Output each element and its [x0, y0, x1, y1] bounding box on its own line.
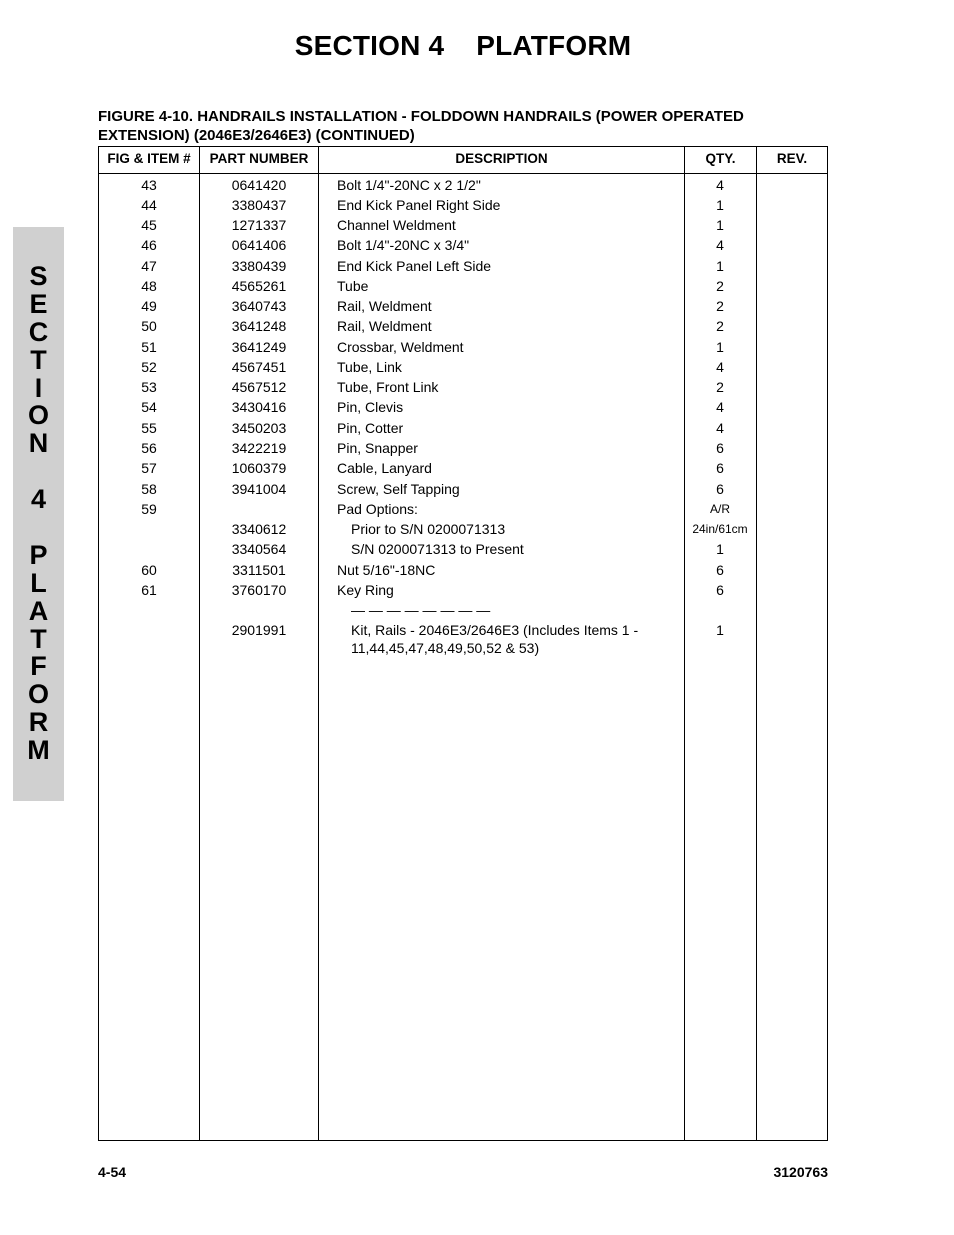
row-part-number: 3380439: [231, 258, 287, 274]
row-part-number: 3430416: [231, 399, 287, 415]
side-tab-letter: F: [30, 651, 47, 682]
row-description: Channel Weldment: [337, 217, 456, 233]
side-tab-letter: E: [29, 288, 48, 319]
side-tab-letter: N: [28, 428, 49, 459]
row-description: Rail, Weldment: [337, 318, 432, 334]
row-part-number: 0641406: [231, 237, 287, 253]
row-quantity: 6: [716, 562, 724, 578]
row-item-number: 55: [141, 420, 157, 436]
header-fig-item: FIG & ITEM #: [107, 151, 191, 166]
side-tab-letter: P: [29, 539, 48, 570]
figure-title: FIGURE 4-10. HANDRAILS INSTALLATION - FOLDDOWN HANDRAILS (POWER OPERATED EXTENSION) (2046E3/2646E3) (CONTINUED): [98, 108, 744, 144]
row-description: Tube: [337, 278, 369, 294]
side-tab-letter: T: [30, 344, 47, 375]
row-item-number: 43: [141, 177, 157, 193]
side-tab-letter: O: [27, 679, 49, 710]
row-part-number: 3640743: [231, 298, 287, 314]
row-part-number: 3380437: [231, 197, 287, 213]
row-description: Kit, Rails - 2046E3/2646E3 (Includes Items 1 -: [351, 622, 639, 638]
row-item-number: 58: [141, 481, 157, 497]
document-number: 3120763: [773, 1164, 828, 1180]
row-item-number: 50: [141, 318, 157, 334]
side-tab-letter: [13, 458, 64, 486]
header-part-number: PART NUMBER: [209, 151, 309, 166]
row-item-number: 51: [141, 339, 157, 355]
row-quantity: 4: [716, 177, 724, 193]
row-item-number: 48: [141, 278, 157, 294]
row-description: Key Ring: [337, 582, 394, 598]
row-quantity: 4: [716, 399, 724, 415]
side-tab-letter: O: [27, 400, 49, 431]
row-quantity: 1: [716, 541, 724, 557]
column-divider: [199, 147, 200, 1140]
side-tab-letter: I: [34, 372, 43, 403]
row-quantity: 1: [716, 339, 724, 355]
row-item-number: 47: [141, 258, 157, 274]
row-part-number: 3941004: [231, 481, 287, 497]
row-item-number: 46: [141, 237, 157, 253]
row-description: Tube, Front Link: [337, 379, 439, 395]
row-quantity: 4: [716, 359, 724, 375]
row-part-number: 4565261: [231, 278, 287, 294]
row-item-number: 56: [141, 440, 157, 456]
row-quantity: 2: [716, 318, 724, 334]
row-quantity: 1: [716, 258, 724, 274]
side-tab-letter: R: [28, 707, 49, 738]
row-part-number: 1060379: [231, 460, 287, 476]
row-description: Pin, Snapper: [337, 440, 418, 456]
row-item-number: 44: [141, 197, 157, 213]
row-item-number: 49: [141, 298, 157, 314]
row-part-number: 3422219: [231, 440, 287, 456]
row-description: Cable, Lanyard: [337, 460, 432, 476]
row-description: Crossbar, Weldment: [337, 339, 464, 355]
row-part-number: 3641248: [231, 318, 287, 334]
row-description: Pad Options:: [337, 501, 418, 517]
row-part-number: 4567512: [231, 379, 287, 395]
row-quantity: 2: [716, 278, 724, 294]
row-part-number: 1271337: [231, 217, 287, 233]
row-part-number: 2901991: [231, 622, 287, 638]
row-quantity: A/R: [709, 502, 730, 516]
row-part-number: 0641420: [231, 177, 287, 193]
row-part-number: 3641249: [231, 339, 287, 355]
side-tab-letter: S: [29, 261, 48, 291]
row-description: Nut 5/16"-18NC: [337, 562, 436, 578]
row-quantity: 4: [716, 420, 724, 436]
row-part-number: 3340564: [231, 541, 287, 557]
side-tab-letters: [13, 263, 64, 765]
row-part-number: 3450203: [231, 420, 287, 436]
row-item-number: 61: [141, 582, 157, 598]
row-part-number: 3760170: [231, 582, 287, 598]
row-quantity: 1: [716, 197, 724, 213]
row-quantity: 6: [716, 440, 724, 456]
row-quantity: 1: [716, 217, 724, 233]
header-description: DESCRIPTION: [455, 151, 548, 166]
section-side-tab: [13, 227, 64, 801]
row-description: Bolt 1/4"-20NC x 2 1/2": [337, 177, 481, 193]
side-tab-letter: C: [28, 316, 49, 347]
row-item-number: 53: [141, 379, 157, 395]
row-description: Screw, Self Tapping: [337, 481, 460, 497]
side-tab-letter: L: [30, 567, 47, 598]
parts-table: [98, 146, 828, 1141]
side-tab-letter: M: [27, 735, 50, 766]
header-qty: QTY.: [705, 151, 736, 166]
row-description: Rail, Weldment: [337, 298, 432, 314]
row-description: S/N 0200071313 to Present: [351, 541, 524, 557]
row-quantity: 2: [716, 298, 724, 314]
row-quantity: 2: [716, 379, 724, 395]
row-quantity: 6: [716, 460, 724, 476]
row-description: End Kick Panel Left Side: [337, 258, 492, 274]
table-header: [99, 147, 827, 174]
side-tab-letter: A: [28, 595, 49, 626]
row-description: End Kick Panel Right Side: [337, 197, 501, 213]
column-divider: [318, 147, 319, 1140]
row-quantity: 1: [716, 622, 724, 638]
row-part-number: 3340612: [231, 521, 287, 537]
side-tab-letter: T: [30, 623, 47, 654]
row-part-number: 3311501: [232, 562, 286, 578]
header-rev: REV.: [776, 151, 808, 166]
row-part-number: 4567451: [231, 359, 287, 375]
row-description: 11,44,45,47,48,49,50,52 & 53): [351, 640, 540, 656]
row-quantity: 6: [716, 582, 724, 598]
side-tab-letter: [13, 514, 64, 542]
row-description: — — — — — — — —: [351, 602, 491, 618]
side-tab-letter: 4: [30, 484, 47, 515]
row-description: Tube, Link: [337, 359, 402, 375]
row-item-number: 59: [141, 501, 157, 517]
column-divider: [756, 147, 757, 1140]
row-quantity: 24in/61cm: [692, 522, 748, 536]
row-description: Pin, Clevis: [337, 399, 404, 415]
row-item-number: 60: [141, 562, 157, 578]
page-number: 4-54: [98, 1164, 127, 1180]
row-item-number: 54: [141, 399, 157, 415]
row-description: Pin, Cotter: [337, 420, 404, 436]
row-description: Prior to S/N 0200071313: [351, 521, 506, 537]
row-quantity: 6: [716, 481, 724, 497]
section-title: SECTION 4 PLATFORM: [294, 30, 632, 61]
row-item-number: 45: [141, 217, 157, 233]
row-item-number: 57: [141, 460, 157, 476]
row-description: Bolt 1/4"-20NC x 3/4": [337, 237, 470, 253]
row-quantity: 4: [716, 237, 724, 253]
row-item-number: 52: [141, 359, 157, 375]
